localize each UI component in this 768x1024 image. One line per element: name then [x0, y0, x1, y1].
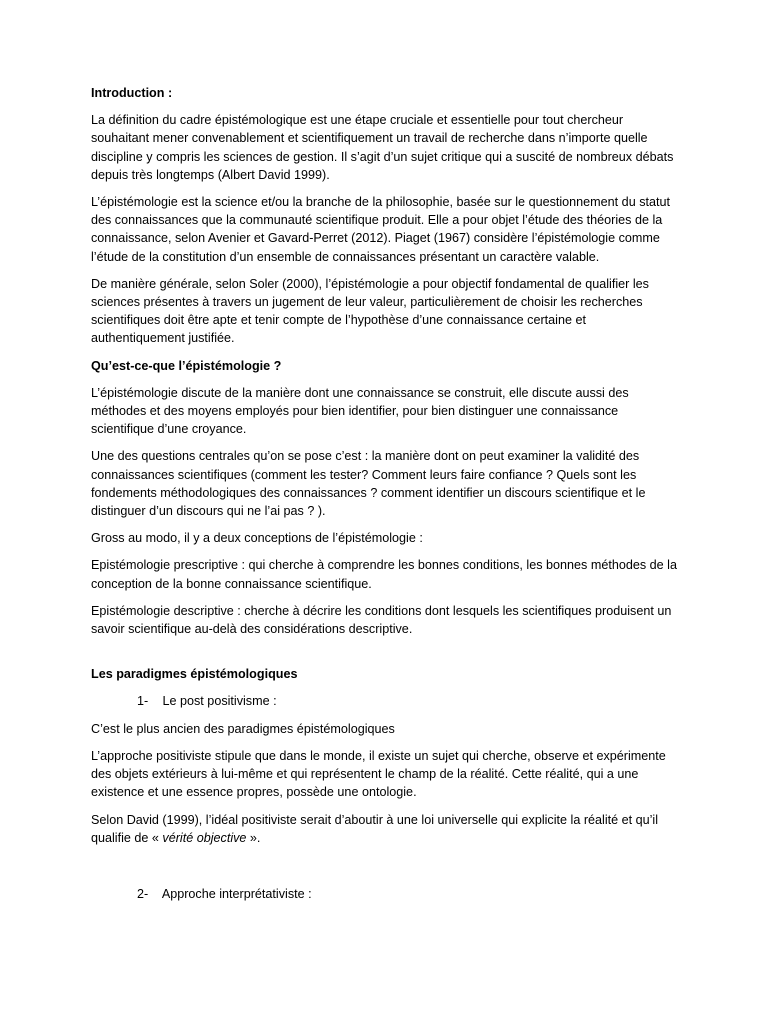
post-positivism-paragraph-3 [91, 811, 681, 847]
post-positivism-paragraph-2: L’approche positiviste stipule que dans le monde, il existe un sujet qui cherche, observe et expérimente des objets extérieurs à lui-même et qui représentent le champ de la réalité. Cette réalité, qui a une existence et une essence propres, possède une ontologie. [91, 748, 666, 800]
epistemology-paragraph-1: L’épistémologie discute de la manière dont une connaissance se construit, elle discute aussi des méthodes et des moyens employés pour bien identifier, pour bien distinguer une connaissance scientifique d’une croyance. [91, 385, 629, 437]
quote-lead-text: Selon David (1999), l’idéal positiviste serait d’aboutir à une loi universelle qui explicite la réalité et qu’il qualifie de « [91, 812, 659, 845]
italic-term: vérité objective [162, 830, 247, 845]
list-item-number: 1- [137, 694, 149, 709]
quote-end-text: ». [246, 830, 261, 845]
introduction-heading: Introduction : [91, 86, 173, 100]
list-item-interpretativism [137, 885, 681, 903]
prescriptive-paragraph: Epistémologie prescriptive : qui cherche à comprendre les bonnes conditions, les bonnes méthodes de la conception de la bonne connaissance scientifique. [91, 558, 677, 591]
intro-paragraph-1: La définition du cadre épistémologique est une étape cruciale et essentielle pour tout chercheur souhaitant mener convenablement et scientifiquement un travail de recherche dans n’importe quelle discipline y compris les sciences de gestion. Il s’agit d’un sujet critique qui a suscité de nombreux débats depuis très longtemps (Albert David 1999). [91, 113, 674, 182]
paradigms-heading: Les paradigmes épistémologiques [91, 667, 298, 682]
epistemology-heading: Qu’est-ce-que l’épistémologie ? [91, 358, 282, 373]
document-body [91, 84, 681, 912]
epistemology-paragraph-3: Gross au modo, il y a deux conceptions de l’épistémologie : [91, 531, 423, 546]
list-item-label: Approche interprétativiste : [161, 886, 312, 901]
list-item-number: 2- [137, 886, 149, 901]
intro-paragraph-2: L’épistémologie est la science et/ou la branche de la philosophie, basée sur le questionnement du statut des connaissances que la communauté scientifique produit. Elle a pour objet l’étude des théories de la connaissance, selon Avenier et Gavard-Perret (2012). Piaget (1967) considère l’épistémologie comme l’étude de la constitution d’un ensemble de connaissances présentant un caractère valable. [91, 195, 670, 264]
descriptive-paragraph: Epistémologie descriptive : cherche à décrire les conditions dont lesquels les scientifiques produisent un savoir scientifique au-delà des considérations descriptive. [91, 603, 672, 637]
post-positivism-paragraph-1: C’est le plus ancien des paradigmes épistémologiques [91, 721, 395, 736]
epistemology-paragraph-2: Une des questions centrales qu’on se pose c’est : la manière dont on peut examiner la validité des connaissances scientifiques (comment les tester? Comment leurs faire confiance ? Quels sont les fondements méthodologiques des connaissances ? comment identifier un discours scientifique et le distinguer d’un discours qui ne l’ai pas ? ). [91, 449, 646, 519]
list-item-label: Le post positivisme : [162, 694, 277, 709]
list-item-post-positivism [137, 692, 681, 710]
intro-paragraph-3: De manière générale, selon Soler (2000), l’épistémologie a pour objectif fondamental de qualifier les sciences présentes à travers un jugement de leur valeur, particulièrement de choisir les recherches scientifiques doit être apte et tenir compte de l’hypothèse d’une connaissance certaine et authentiquement justifiée. [91, 276, 649, 346]
